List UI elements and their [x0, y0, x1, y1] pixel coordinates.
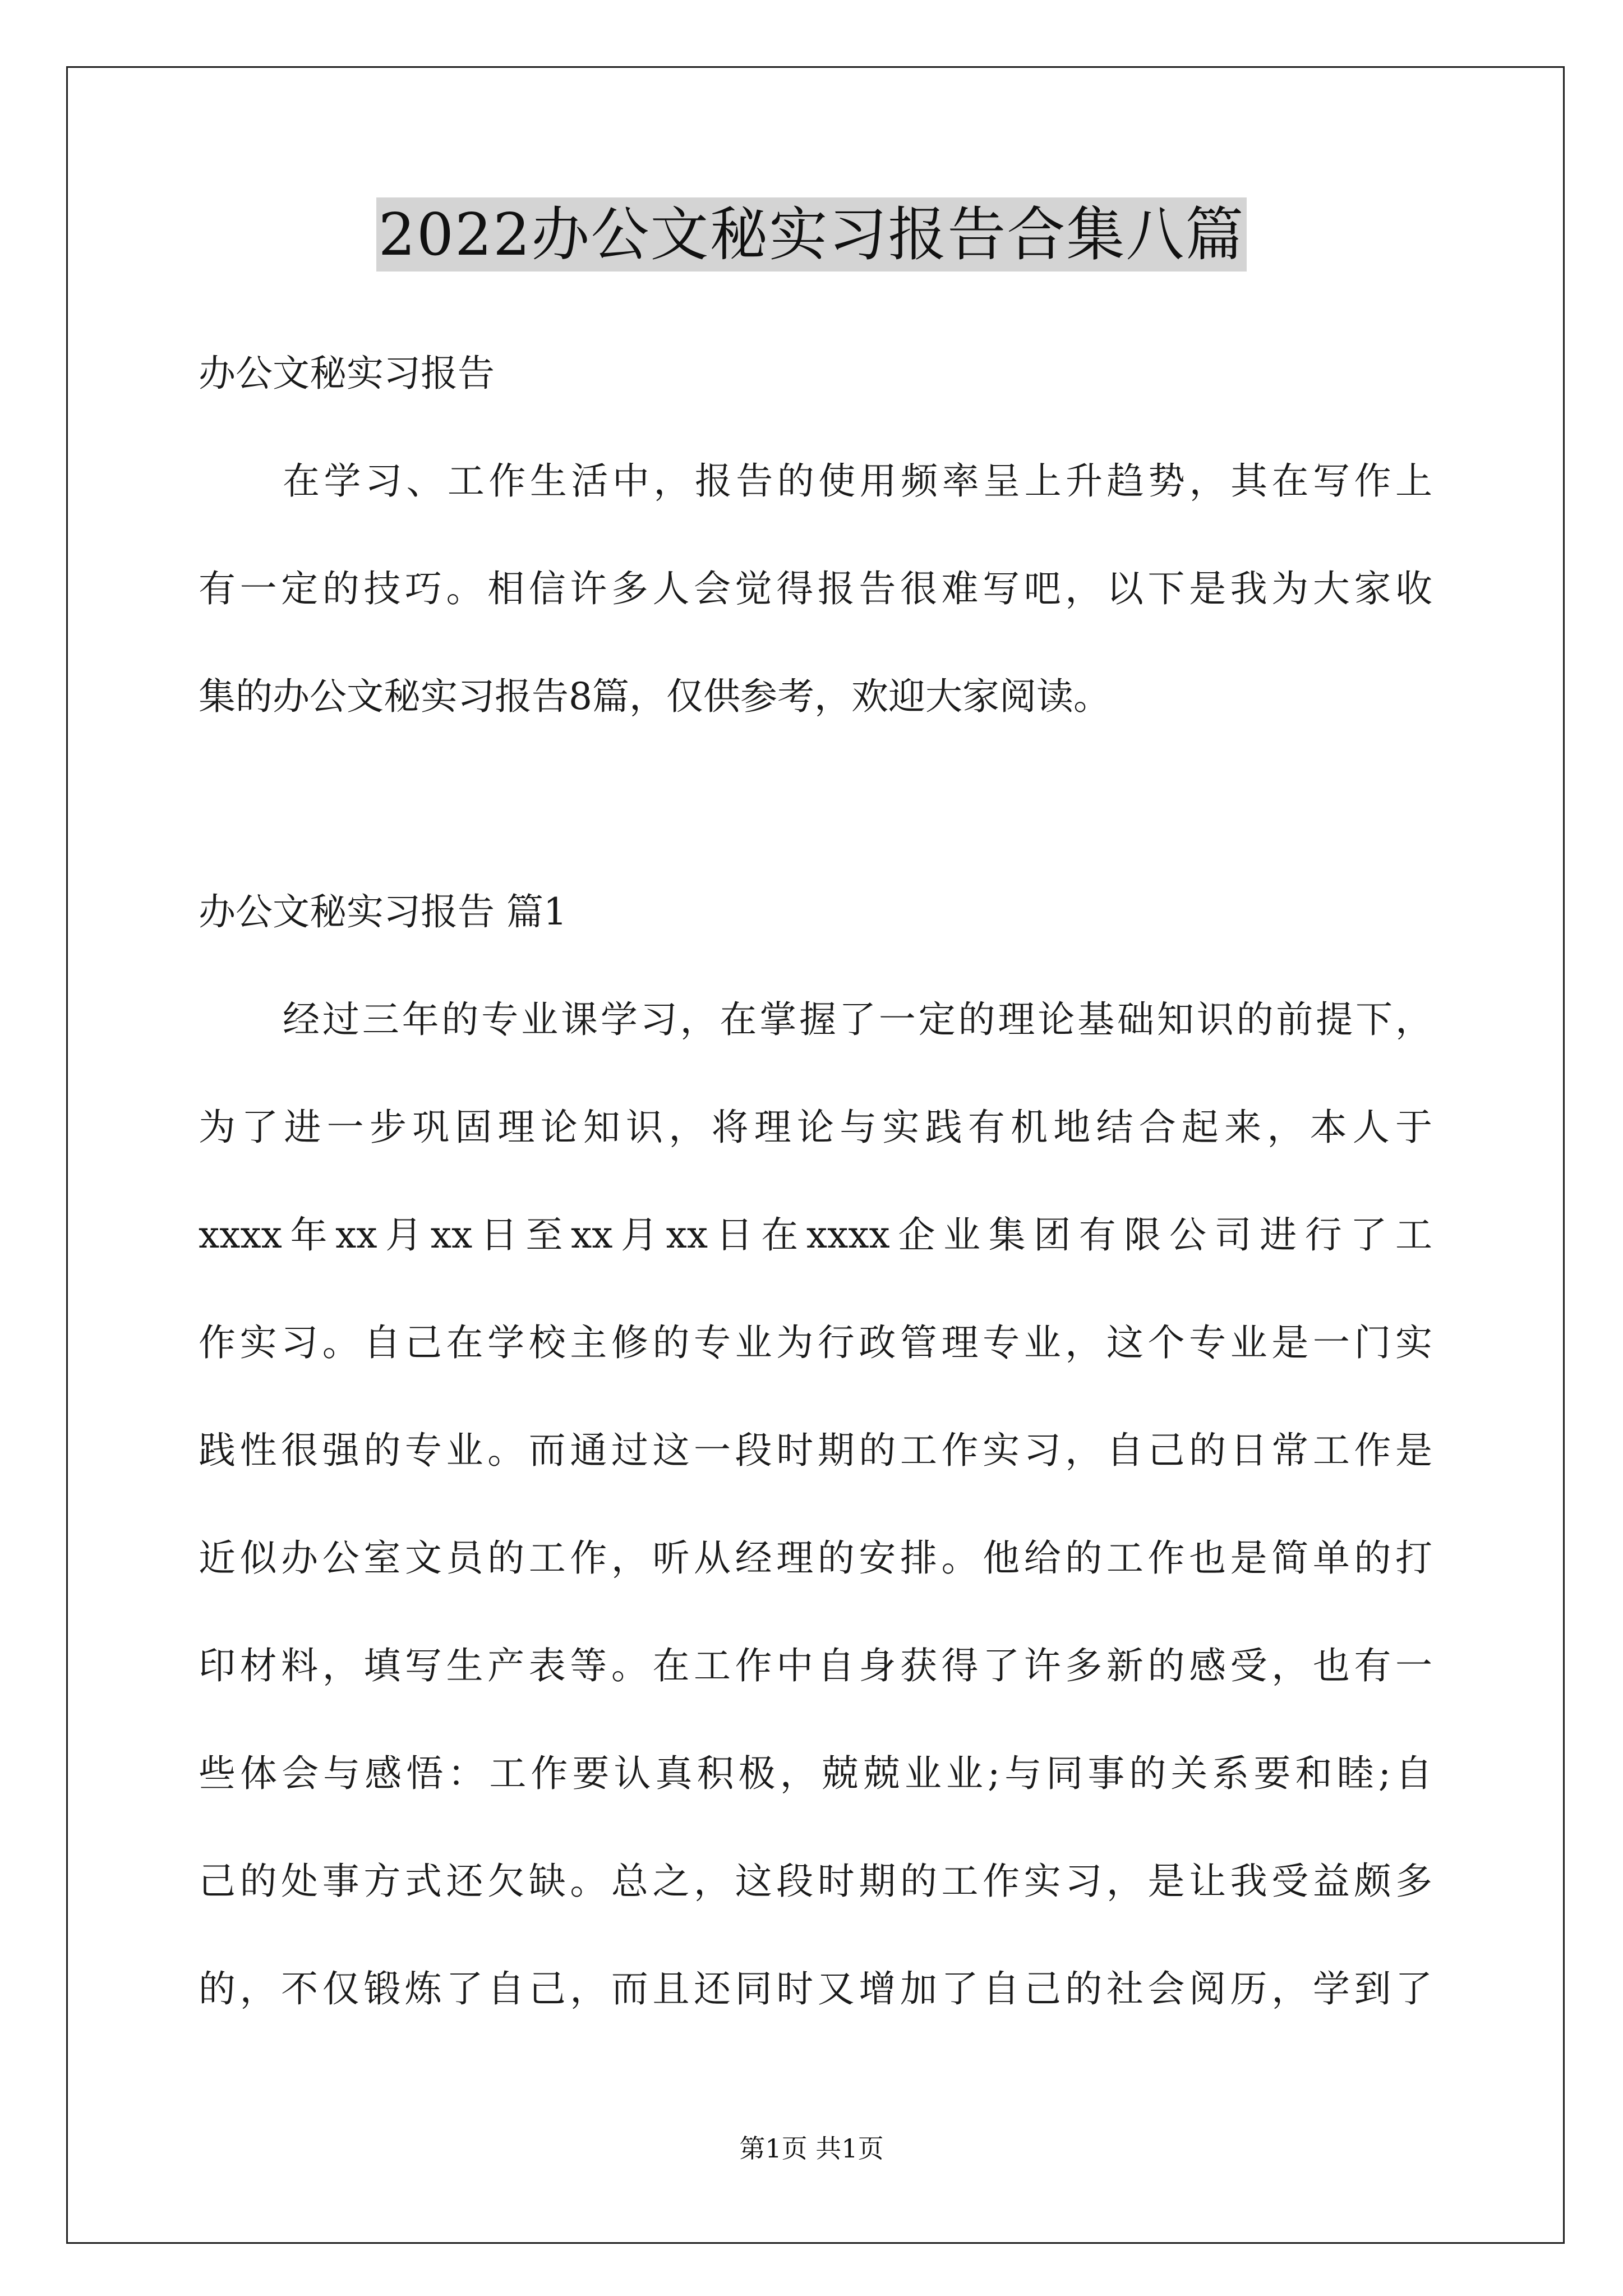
- body-line: 近似办公室文员的工作，听从经理的安排。他给的工作也是简单的打: [199, 1536, 1432, 1580]
- document-body: [199, 320, 1432, 2043]
- body-line: 些体会与感悟：工作要认真积极，兢兢业业;与同事的关系要和睦;自: [199, 1752, 1432, 1795]
- chapter-heading: 办公文秘实习报告 篇1: [199, 890, 567, 933]
- paragraph-gap: [199, 751, 1432, 858]
- body-line: 践性很强的专业。而通过这一段时期的工作实习，自己的日常工作是: [199, 1429, 1432, 1472]
- intro-line: 在学习、工作生活中，报告的使用频率呈上升趋势，其在写作上: [283, 459, 1432, 503]
- body-line: 己的处事方式还欠缺。总之，这段时期的工作实习，是让我受益颇多: [199, 1860, 1432, 1903]
- body-line: xxxx年xx月xx日至xx月xx日在xxxx企业集团有限公司进行了工: [199, 1213, 1432, 1257]
- document-title: 2022办公文秘实习报告合集八篇: [376, 197, 1247, 272]
- body-line: 印材料，填写生产表等。在工作中自身获得了许多新的感受，也有一: [199, 1644, 1432, 1687]
- intro-line: 集的办公文秘实习报告8篇，仅供参考，欢迎大家阅读。: [199, 675, 1110, 718]
- body-line: 经过三年的专业课学习，在掌握了一定的理论基础知识的前提下，: [283, 998, 1432, 1041]
- intro-line: 有一定的技巧。相信许多人会觉得报告很难写吧，以下是我为大家收: [199, 567, 1432, 610]
- body-line: 的，不仅锻炼了自己，而且还同时又增加了自己的社会阅历，学到了: [199, 1967, 1432, 2010]
- body-line: 为了进一步巩固理论知识，将理论与实践有机地结合起来，本人于: [199, 1106, 1432, 1149]
- title-container: [0, 197, 1623, 272]
- body-line: 作实习。自己在学校主修的专业为行政管理专业，这个专业是一门实: [199, 1321, 1432, 1364]
- section-heading: 办公文秘实习报告: [199, 352, 495, 395]
- page-footer: 第1页 共1页: [739, 2133, 884, 2164]
